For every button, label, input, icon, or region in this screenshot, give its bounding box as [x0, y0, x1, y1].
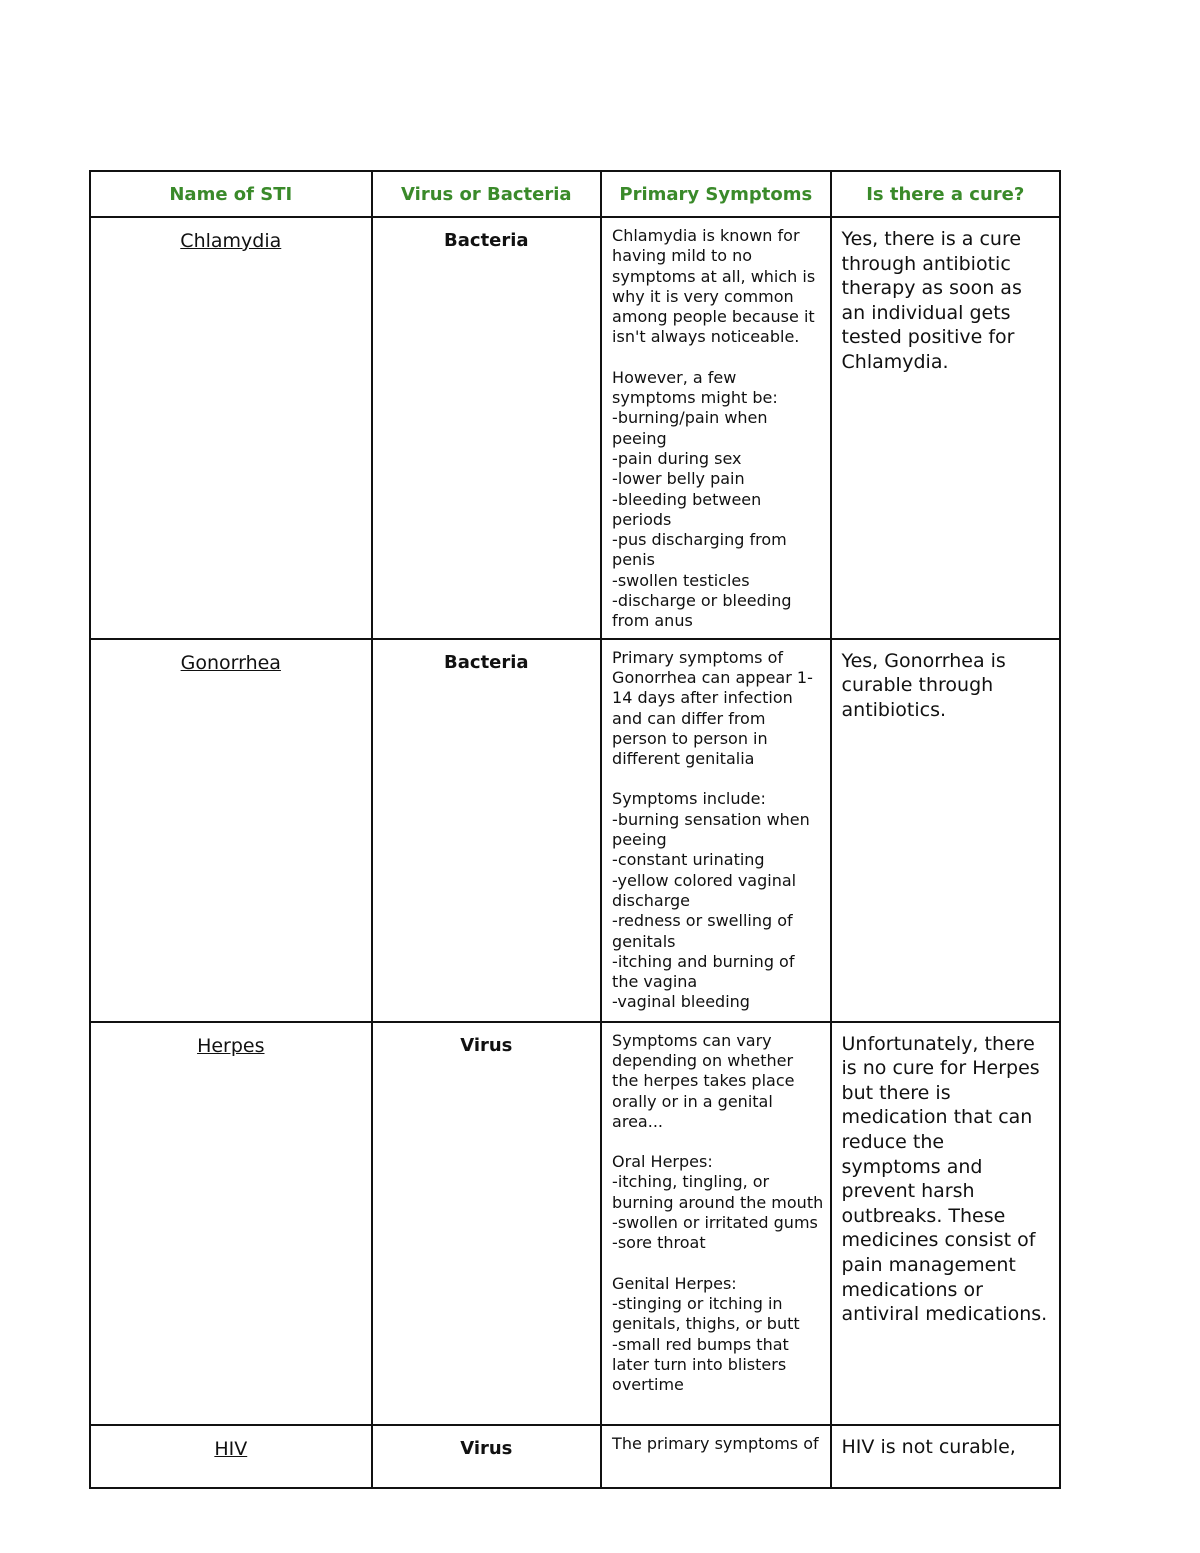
sti-type: Bacteria — [372, 639, 601, 1022]
header-primary-symptoms: Primary Symptoms — [601, 171, 830, 217]
symptoms-paragraph: However, a few symptoms might be: -burning/pain when peeing -pain during sex -lower belly pain -bleeding between periods -pus discharging from penis -swollen testicles -discharge or bleeding from anus — [612, 367, 792, 631]
sti-name: Herpes — [197, 1034, 265, 1057]
header-virus-or-bacteria: Virus or Bacteria — [372, 171, 601, 217]
sti-table — [89, 170, 1061, 1489]
sti-name-cell — [90, 1425, 372, 1488]
table-row — [90, 217, 1060, 639]
table-row — [90, 1425, 1060, 1488]
header-row — [90, 171, 1060, 217]
sti-type: Virus — [372, 1022, 601, 1425]
sti-symptoms — [601, 1022, 830, 1425]
sti-type: Bacteria — [372, 217, 601, 639]
symptoms-paragraph: The primary symptoms of — [612, 1433, 819, 1453]
table-row — [90, 639, 1060, 1022]
symptoms-paragraph: Symptoms include: -burning sensation when peeing -constant urinating -yellow colored vaginal discharge -redness or swelling of genitals -itching and burning of the vagina -vaginal bleeding — [612, 789, 810, 1012]
table-row — [90, 1022, 1060, 1425]
sti-symptoms — [601, 217, 830, 639]
sti-symptoms — [601, 639, 830, 1022]
sti-name: Chlamydia — [180, 230, 282, 252]
symptoms-paragraph: Genital Herpes: -stinging or itching in genitals, thighs, or butt -small red bumps that later turn into blisters overtime — [612, 1273, 800, 1395]
sti-name-cell — [90, 217, 372, 639]
symptoms-paragraph: Chlamydia is known for having mild to no symptoms at all, which is why it is very common among people because it isn't always noticeable. — [612, 226, 816, 347]
symptoms-paragraph: Symptoms can vary depending on whether the herpes takes place orally or in a genital area... — [612, 1030, 795, 1131]
header-name-of-sti: Name of STI — [90, 171, 372, 217]
sti-cure: Unfortunately, there is no cure for Herpes but there is medication that can reduce the symptoms and prevent harsh outbreaks. These medicines consist of pain management medications or antiviral medications. — [831, 1022, 1060, 1425]
sti-name: HIV — [214, 1437, 248, 1460]
sti-cure: Yes, there is a cure through antibiotic therapy as soon as an individual gets tested positive for Chlamydia. — [831, 217, 1060, 639]
sti-name-cell — [90, 639, 372, 1022]
sti-name-cell — [90, 1022, 372, 1425]
sti-name: Gonorrhea — [180, 651, 281, 674]
header-is-there-a-cure: Is there a cure? — [831, 171, 1060, 217]
symptoms-paragraph: Oral Herpes: -itching, tingling, or burning around the mouth -swollen or irritated gums -sore throat — [612, 1152, 824, 1253]
sti-symptoms — [601, 1425, 830, 1488]
sti-cure: HIV is not curable, — [831, 1425, 1060, 1488]
sti-cure: Yes, Gonorrhea is curable through antibiotics. — [831, 639, 1060, 1022]
sti-type: Virus — [372, 1425, 601, 1488]
symptoms-paragraph: Primary symptoms of Gonorrhea can appear 1-14 days after infection and can differ from person to person in different genitalia — [612, 647, 813, 769]
